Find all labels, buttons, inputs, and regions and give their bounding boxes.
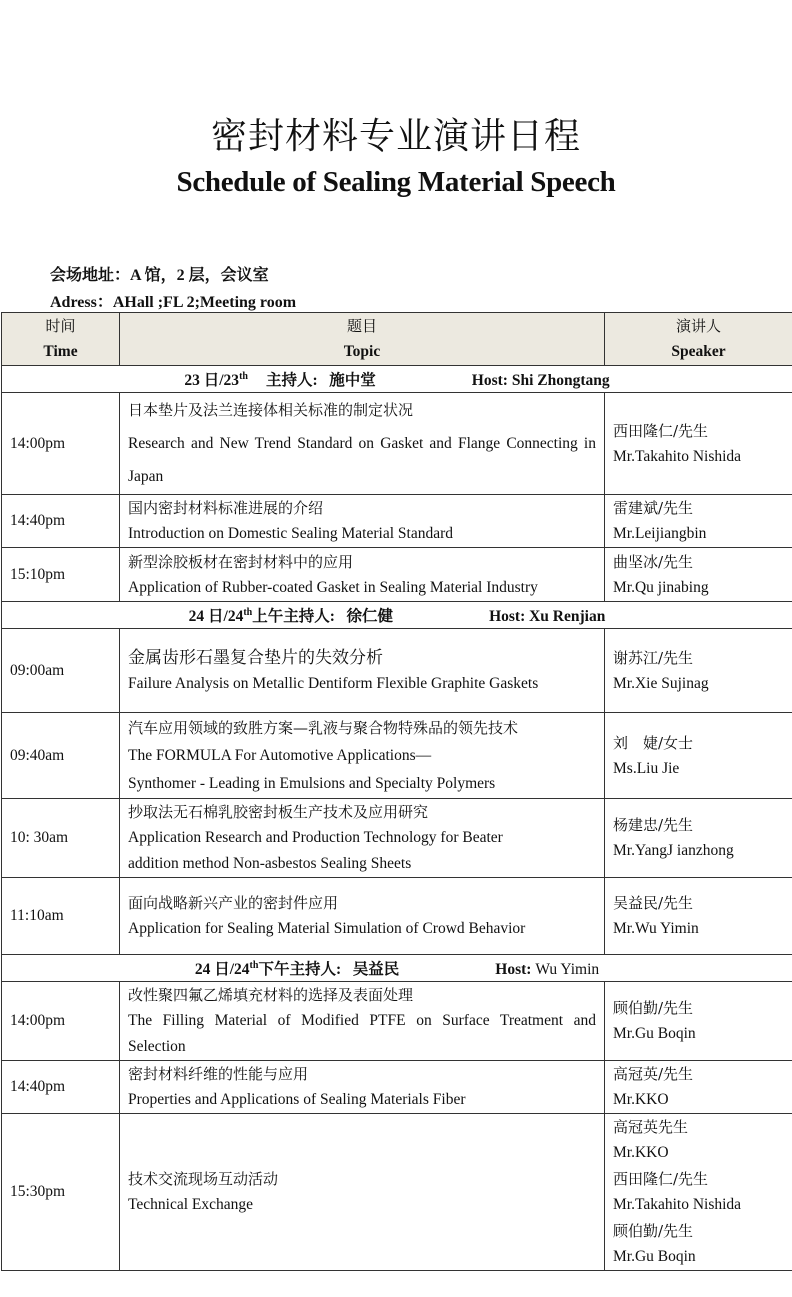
speaker-en: Mr.Xie Sujinag	[613, 674, 709, 692]
topic-en: Introduction on Domestic Sealing Material Standard	[128, 525, 453, 542]
title-en: Schedule of Sealing Material Speech	[176, 166, 616, 198]
day-date-sup: th	[239, 370, 248, 382]
session-speaker	[605, 393, 792, 495]
speaker-cn: 西田隆仁/先生	[613, 1170, 709, 1188]
header-row	[2, 313, 792, 366]
session-time: 15:10pm	[2, 548, 120, 602]
session-speaker	[605, 1061, 792, 1114]
session-time: 14:40pm	[2, 1061, 120, 1114]
host-en-label: Host:	[471, 372, 508, 389]
speaker-cn: 高冠英先生	[613, 1118, 689, 1136]
session-speaker	[605, 629, 792, 713]
day-header	[2, 602, 792, 629]
topic-en: Application for Sealing Material Simulation of Crowd Behavior	[128, 920, 526, 937]
topic-en: Research and New Trend Standard on Gasket and Flange Connecting in Japan	[128, 435, 596, 485]
day-header	[2, 955, 792, 982]
session-time: 11:10am	[2, 878, 120, 955]
speaker-en: Mr.YangJ ianzhong	[613, 842, 734, 859]
topic-cn: 密封材料纤维的性能与应用	[128, 1065, 309, 1083]
topic-en: Application of Rubber-coated Gasket in Sealing Material Industry	[128, 578, 538, 596]
host-en-label: Host:	[489, 608, 526, 625]
header-topic-en: Topic	[343, 343, 381, 360]
topic-en-line1: Application Research and Production Technology for Beater	[128, 829, 503, 846]
speaker-en: Mr.Takahito Nishida	[613, 1196, 742, 1213]
day-header-row	[2, 366, 792, 393]
speaker-en: Mr.Takahito Nishida	[613, 447, 742, 465]
session-speaker	[605, 713, 792, 799]
topic-cn: 改性聚四氟乙烯填充材料的选择及表面处理	[128, 986, 414, 1004]
session-row	[2, 1061, 792, 1114]
session-speaker	[605, 495, 792, 548]
session-row	[2, 799, 792, 878]
speaker-cn: 高冠英/先生	[613, 1065, 694, 1083]
topic-en-line1: The FORMULA For Automotive Applications—	[128, 746, 432, 764]
topic-cn: 日本垫片及法兰连接体相关标准的制定状况	[128, 401, 414, 419]
speaker-cn: 吴益民/先生	[613, 894, 694, 912]
session-row	[2, 548, 792, 602]
day-header	[2, 366, 792, 393]
speaker-en: Mr.KKO	[613, 1144, 669, 1161]
title-cn: 密封材料专业演讲日程	[210, 116, 581, 157]
host-cn-label: 下午主持人:	[258, 961, 342, 978]
header-time-cn: 时间	[45, 317, 76, 335]
session-topic	[120, 1061, 605, 1114]
session-time: 15:30pm	[2, 1114, 120, 1271]
session-row	[2, 982, 792, 1061]
session-time: 10: 30am	[2, 799, 120, 878]
speaker-en: Mr.Gu Boqin	[613, 1025, 696, 1042]
host-en: Shi Zhongtang	[511, 372, 610, 389]
host-cn-label: 主持人:	[265, 372, 318, 389]
topic-en-line2: addition method Non-asbestos Sealing Sheets	[128, 855, 412, 872]
day-date-sup: th	[249, 959, 259, 971]
topic-cn: 金属齿形石墨复合垫片的失效分析	[128, 647, 383, 668]
session-topic	[120, 548, 605, 602]
speaker-en: Mr.Qu jinabing	[613, 578, 709, 596]
topic-cn: 新型涂胶板材在密封材料中的应用	[128, 552, 354, 571]
session-topic	[120, 713, 605, 799]
header-speaker-cn: 演讲人	[675, 317, 721, 335]
session-time: 14:40pm	[2, 495, 120, 548]
speaker-en: Mr.Leijiangbin	[613, 525, 707, 542]
session-row	[2, 393, 792, 495]
speaker-cn: 曲坚冰/先生	[613, 552, 694, 571]
schedule-table	[1, 312, 792, 1271]
topic-en: The Filling Material of Modified PTFE on Surface Treatment and Selection	[128, 1012, 596, 1055]
session-time: 09:00am	[2, 629, 120, 713]
session-topic	[120, 495, 605, 548]
speaker-cn: 雷建斌/先生	[613, 499, 694, 517]
session-row	[2, 1114, 792, 1271]
speaker-cn: 顾伯勤/先生	[613, 999, 694, 1017]
topic-cn: 抄取法无石棉乳胶密封板生产技术及应用研究	[128, 803, 429, 821]
host-cn: 施中堂	[329, 372, 376, 389]
topic-cn: 国内密封材料标准进展的介绍	[128, 499, 324, 517]
speaker-en: Mr.KKO	[613, 1091, 669, 1108]
session-topic	[120, 878, 605, 955]
topic-en: Properties and Applications of Sealing Materials Fiber	[128, 1091, 466, 1108]
day-date-sup: th	[243, 606, 253, 618]
session-speaker	[605, 1114, 792, 1271]
speaker-cn: 西田隆仁/先生	[613, 421, 709, 440]
speaker-cn: 谢苏江/先生	[613, 648, 694, 667]
session-topic	[120, 799, 605, 878]
speaker-en: Mr.Wu Yimin	[613, 920, 699, 937]
session-speaker	[605, 982, 792, 1061]
day-date: 24 日/24	[188, 608, 244, 625]
address-cn: 会场地址：A 馆，2 层，会议室	[50, 267, 269, 284]
day-date: 24 日/24	[194, 961, 250, 978]
session-time: 14:00pm	[2, 393, 120, 495]
session-row	[2, 878, 792, 955]
address-en: Adress：AHall ;FL 2;Meeting room	[50, 294, 297, 311]
header-topic	[120, 313, 605, 366]
session-speaker	[605, 548, 792, 602]
header-speaker	[605, 313, 792, 366]
host-en-label: Host:	[495, 961, 532, 978]
host-en: Xu Renjian	[529, 608, 606, 625]
host-cn-label: 上午主持人:	[252, 608, 335, 625]
session-row	[2, 713, 792, 799]
day-header-row	[2, 602, 792, 629]
session-speaker	[605, 878, 792, 955]
header-time-en: Time	[43, 343, 78, 360]
host-cn: 徐仁健	[346, 608, 394, 625]
topic-cn: 汽车应用领域的致胜方案—乳液与聚合物特殊品的领先技术	[128, 718, 519, 737]
speaker-cn: 杨建忠/先生	[613, 816, 694, 834]
topic-en: Failure Analysis on Metallic Dentiform Flexible Graphite Gaskets	[128, 674, 539, 692]
session-row	[2, 495, 792, 548]
speaker-cn: 顾伯勤/先生	[613, 1222, 694, 1240]
host-en: Wu Yimin	[535, 961, 600, 978]
topic-en: Technical Exchange	[128, 1196, 253, 1213]
header-topic-cn: 题目	[346, 317, 377, 335]
session-topic	[120, 1114, 605, 1271]
day-date: 23 日/23	[184, 372, 240, 389]
session-topic	[120, 393, 605, 495]
topic-cn: 面向战略新兴产业的密封件应用	[128, 894, 339, 912]
header-speaker-en: Speaker	[671, 343, 726, 360]
header-time	[2, 313, 120, 366]
speaker-cn: 刘 婕/女士	[613, 733, 694, 752]
session-speaker	[605, 799, 792, 878]
session-time: 09:40am	[2, 713, 120, 799]
session-time: 14:00pm	[2, 982, 120, 1061]
session-row	[2, 629, 792, 713]
session-topic	[120, 629, 605, 713]
topic-cn: 技术交流现场互动活动	[128, 1170, 279, 1188]
host-cn: 吴益民	[352, 961, 400, 978]
topic-en-line2: Synthomer - Leading in Emulsions and Specialty Polymers	[128, 774, 496, 792]
session-topic	[120, 982, 605, 1061]
speaker-en: Ms.Liu Jie	[613, 759, 680, 777]
speaker-en: Mr.Gu Boqin	[613, 1248, 696, 1265]
day-header-row	[2, 955, 792, 982]
